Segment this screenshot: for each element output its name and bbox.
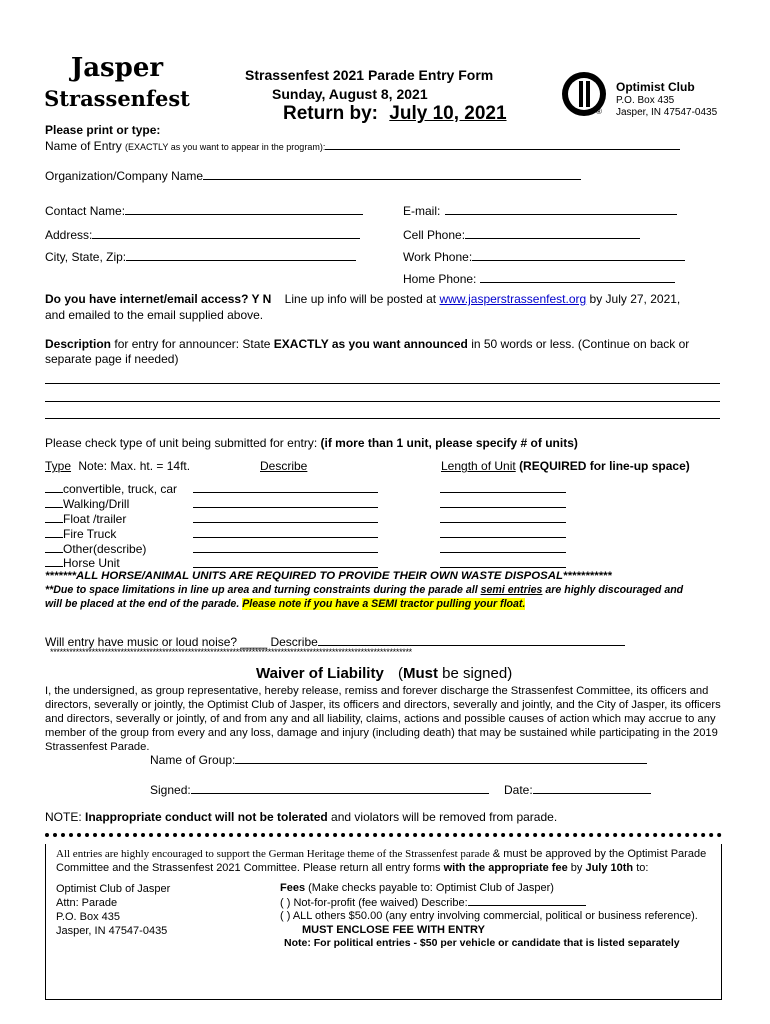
unit-label: Float /trailer <box>63 512 127 526</box>
space-note-line1 <box>45 584 683 596</box>
waiver-must: Must <box>402 665 438 682</box>
space-note2: are highly discouraged and <box>545 584 684 596</box>
name-entry-label: Name of Entry <box>45 139 122 153</box>
mailing-address <box>56 882 170 938</box>
return-date: July 10, 2021 <box>389 103 507 124</box>
music-label: Will entry have music or loud noise? ____ Describe <box>45 635 318 649</box>
political-note: Note: For political entries - $50 per vehicle or candidate that is listed separately <box>284 937 680 949</box>
unit-row[interactable] <box>45 496 129 511</box>
description-instructions <box>45 337 689 351</box>
return-by <box>283 103 507 125</box>
check-bold: (if more than 1 unit, please specify # of units) <box>320 436 578 450</box>
addr-line: Jasper, IN 47547-0435 <box>56 925 168 937</box>
dotted-divider <box>45 833 722 842</box>
optimist-logo-icon <box>560 70 610 120</box>
enclose-fee: MUST ENCLOSE FEE WITH ENTRY <box>302 923 485 936</box>
box-line2 <box>56 862 648 874</box>
date-label: Date: <box>504 783 533 797</box>
club-city: Jasper, IN 47547-0435 <box>616 107 718 118</box>
date-field[interactable] <box>504 782 651 797</box>
desc-mid: for entry for announcer: State <box>114 337 271 351</box>
box-line1b: & must be approved by the Optimist Parade <box>492 848 707 860</box>
unit-row[interactable] <box>45 526 116 541</box>
address-label: Address: <box>45 228 93 242</box>
col-length-req: (REQUIRED for line-up space) <box>519 459 690 473</box>
description-line-3[interactable] <box>45 418 720 419</box>
box-line2a: Committee and the Strassenfest 2021 Committee. Please return all entry forms <box>56 862 441 874</box>
club-name: Optimist Club <box>616 80 695 94</box>
print-label: Please print or type: <box>45 123 161 137</box>
unit-row[interactable] <box>45 555 120 570</box>
lineup-post: by July 27, 2021, <box>589 292 681 306</box>
logo-graphic <box>44 48 190 118</box>
home-label: Home Phone: <box>403 272 477 286</box>
fee1-label: ( ) Not-for-profit (fee waived) Describe: <box>280 896 468 909</box>
fee-option-nonprofit[interactable] <box>280 896 698 911</box>
internet-q: Do you have internet/email access? Y N <box>45 292 272 306</box>
unit-label: convertible, truck, car <box>63 482 178 496</box>
fees-header <box>280 882 698 896</box>
logo-line2: Strassenfest <box>44 86 190 111</box>
org-label: Organization/Company Name <box>45 169 204 183</box>
name-entry-note: (EXACTLY as you want to appear in the program): <box>125 142 326 152</box>
addr-line: Attn: Parade <box>56 897 118 909</box>
city-field[interactable] <box>45 249 356 264</box>
space-note3: will be placed at the end of the parade. <box>45 598 240 610</box>
box-line1 <box>56 848 706 860</box>
waiver-title-text: Waiver of Liability <box>256 665 384 682</box>
length-lines[interactable] <box>440 478 566 570</box>
desc-bold: Description <box>45 337 112 351</box>
conduct-note <box>45 810 557 824</box>
home-phone-field[interactable] <box>403 271 675 286</box>
col-length: Length of Unit <box>441 459 516 473</box>
signed-label: Signed: <box>150 783 191 797</box>
cell-phone-field[interactable] <box>403 227 640 242</box>
unit-label: Other(describe) <box>63 542 147 556</box>
work-phone-field[interactable] <box>403 249 685 264</box>
stars-divider: ***************************************************************************************************************** <box>50 647 412 657</box>
box-line2b: with the appropriate fee <box>443 862 568 874</box>
col-type: Type <box>45 459 72 473</box>
description-line-1[interactable] <box>45 383 720 384</box>
lineup-line2: and emailed to the email supplied above. <box>45 308 264 322</box>
desc-line2: separate page if needed) <box>45 352 179 366</box>
check-instructions <box>45 436 578 450</box>
fees-note: (Make checks payable to: Optimist Club of Jasper) <box>308 882 554 894</box>
lineup-pre: Line up info will be posted at <box>284 292 437 306</box>
desc-end: in 50 words or less. (Continue on back or <box>471 337 690 351</box>
strassenfest-logo <box>44 48 190 118</box>
horse-warning: *******ALL HORSE/ANIMAL UNITS ARE REQUIRED TO PROVIDE THEIR OWN WASTE DISPOSAL*********** <box>45 570 612 582</box>
addr-line: Optimist Club of Jasper <box>56 883 171 895</box>
parade-date: Sunday, August 8, 2021 <box>272 86 428 102</box>
return-label: Return by: <box>283 103 378 124</box>
contact-label: Contact Name: <box>45 204 126 218</box>
contact-name-field[interactable] <box>45 203 363 218</box>
waiver-title-end: be signed) <box>442 665 513 682</box>
col-type-header <box>45 459 190 473</box>
addr-line: P.O. Box 435 <box>56 911 121 923</box>
check-text: Please check type of unit being submitted for entry: <box>45 436 318 450</box>
internet-question <box>45 292 680 306</box>
unit-label: Horse Unit <box>63 556 120 570</box>
col-describe: Describe <box>260 459 308 473</box>
form-title: Strassenfest 2021 Parade Entry Form <box>245 67 494 83</box>
cell-label: Cell Phone: <box>403 228 466 242</box>
space-note1: **Due to space limitations in line up area and turning constraints during the parade all <box>45 584 478 596</box>
describe-lines[interactable] <box>193 478 378 570</box>
group-label: Name of Group: <box>150 753 236 767</box>
unit-row[interactable] <box>45 481 177 496</box>
description-line-2[interactable] <box>45 401 720 402</box>
name-of-entry-field[interactable] <box>45 138 680 153</box>
space-note-u: semi entries <box>480 584 543 596</box>
box-line2e: to: <box>636 862 649 874</box>
note-pre: NOTE: <box>45 810 82 824</box>
fees-section <box>280 882 698 951</box>
waiver-title <box>256 665 512 682</box>
registered-mark: ® <box>596 107 602 116</box>
email-label: E-mail: <box>403 204 441 218</box>
semi-highlight: Please note if you have a SEMI tractor pulling your float. <box>242 598 526 610</box>
box-line1a: All entries are highly encouraged to support the German Heritage theme of the Strassenfest parade <box>56 848 490 860</box>
unit-row[interactable] <box>45 511 126 526</box>
unit-label: Fire Truck <box>63 527 117 541</box>
address-field[interactable] <box>45 227 360 242</box>
website-link[interactable]: www.jasperstrassenfest.org <box>439 292 587 306</box>
space-note-line2 <box>45 598 525 610</box>
logo-line1: Jasper <box>70 53 164 83</box>
col-length-header <box>441 459 690 473</box>
box-line2d: July 10th <box>585 862 634 874</box>
note-post: and violators will be removed from parade. <box>331 810 558 824</box>
note-bold: Inappropriate conduct will not be tolerated <box>85 810 328 824</box>
city-label: City, State, Zip: <box>45 250 127 264</box>
col-note: Note: Max. ht. = 14ft. <box>78 459 191 473</box>
unit-label: Walking/Drill <box>63 497 130 511</box>
waiver-text: I, the undersigned, as group representative, hereby release, remiss and forever discharge the Strassenfest Committee, its officers and directors, severally or jointly, the Optimist Club of Jasper, its officers and directors, severally and jointly, and the City of Jasper, its officers and directors, severally or jointly, of and from any and all liability, claims, actions and possible causes of action which may accrue to any member of the group from every and any loss, damage and injury (including death) that may be sustained while participating in the 2019 Strassenfest Parade. <box>45 685 721 753</box>
work-label: Work Phone: <box>403 250 473 264</box>
fee-option-others[interactable]: ( ) ALL others $50.00 (any entry involving commercial, political or business reference). <box>280 910 698 922</box>
desc-bold2: EXACTLY as you want announced <box>273 337 468 351</box>
organization-field[interactable] <box>45 168 581 183</box>
signed-field[interactable] <box>150 782 489 797</box>
box-line2c: by <box>570 862 583 874</box>
waiver-paren: ( <box>397 665 403 682</box>
unit-row[interactable] <box>45 541 146 556</box>
club-box: P.O. Box 435 <box>616 95 675 106</box>
fees-label: Fees <box>280 882 306 894</box>
email-field[interactable] <box>403 203 677 218</box>
group-name-field[interactable] <box>150 752 647 767</box>
